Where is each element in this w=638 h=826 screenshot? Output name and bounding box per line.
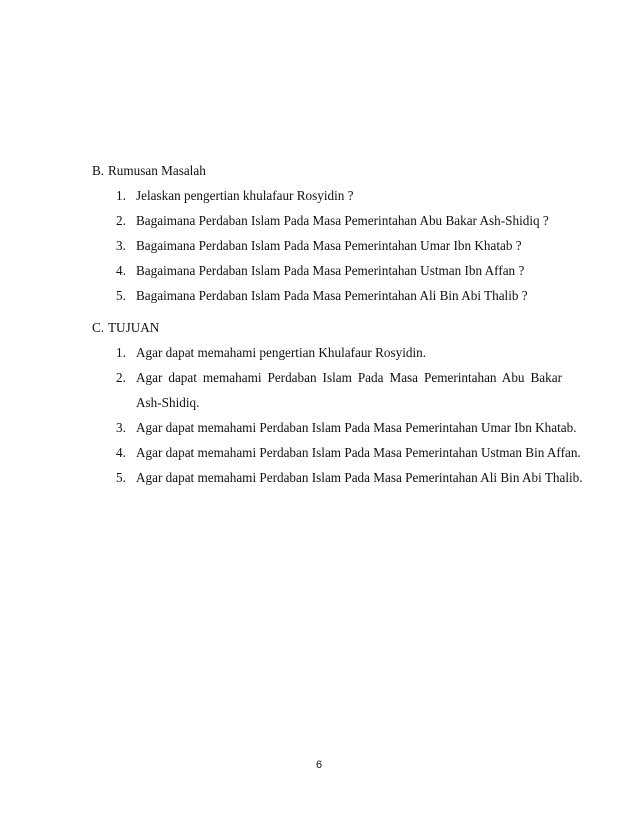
page-number: 6 [315, 759, 323, 771]
item-text: Bagaimana Perdaban Islam Pada Masa Pemerintahan Umar Ibn Khatab ? [136, 238, 522, 253]
list-item [92, 283, 592, 308]
section-title: TUJUAN [108, 320, 160, 335]
item-number: 5. [116, 470, 126, 485]
section-rumusan-masalah [92, 161, 592, 308]
list-item [92, 465, 592, 490]
objective-list [92, 340, 592, 490]
section-letter: C. [92, 320, 105, 335]
item-text: Jelaskan pengertian khulafaur Rosyidin ? [136, 188, 354, 203]
question-list [92, 183, 592, 308]
item-text: Bagaimana Perdaban Islam Pada Masa Pemerintahan Ali Bin Abi Thalib ? [136, 288, 528, 303]
list-item [92, 415, 592, 440]
item-number: 3. [116, 420, 126, 435]
item-number: 1. [116, 345, 126, 360]
item-text: Agar dapat memahami Perdaban Islam Pada Masa Pemerintahan Umar Ibn Khatab. [136, 420, 577, 435]
item-text: Bagaimana Perdaban Islam Pada Masa Pemerintahan Ustman Ibn Affan ? [136, 263, 525, 278]
list-item [92, 233, 592, 258]
item-number: 1. [116, 188, 126, 203]
item-number: 2. [116, 370, 126, 385]
item-number: 4. [116, 445, 126, 460]
list-item [92, 340, 592, 365]
list-item [92, 365, 562, 415]
item-number: 5. [116, 288, 126, 303]
item-text: Agar dapat memahami Perdaban Islam Pada Masa Pemerintahan Abu Bakar Ash-Shidiq. [136, 370, 562, 410]
item-number: 4. [116, 263, 126, 278]
list-item [92, 258, 592, 283]
item-text: Agar dapat memahami pengertian Khulafaur Rosyidin. [136, 345, 427, 360]
section-letter: B. [92, 163, 105, 178]
section-tujuan [92, 318, 592, 490]
item-text: Agar dapat memahami Perdaban Islam Pada Masa Pemerintahan Ustman Bin Affan. [136, 445, 581, 460]
section-heading [92, 161, 592, 181]
item-number: 3. [116, 238, 126, 253]
item-text: Bagaimana Perdaban Islam Pada Masa Pemerintahan Abu Bakar Ash-Shidiq ? [136, 213, 549, 228]
section-title: Rumusan Masalah [108, 163, 206, 178]
list-item [92, 208, 592, 233]
list-item [92, 440, 592, 465]
item-text: Agar dapat memahami Perdaban Islam Pada Masa Pemerintahan Ali Bin Abi Thalib. [136, 470, 583, 485]
section-heading [92, 318, 592, 338]
list-item [92, 183, 592, 208]
item-number: 2. [116, 213, 126, 228]
